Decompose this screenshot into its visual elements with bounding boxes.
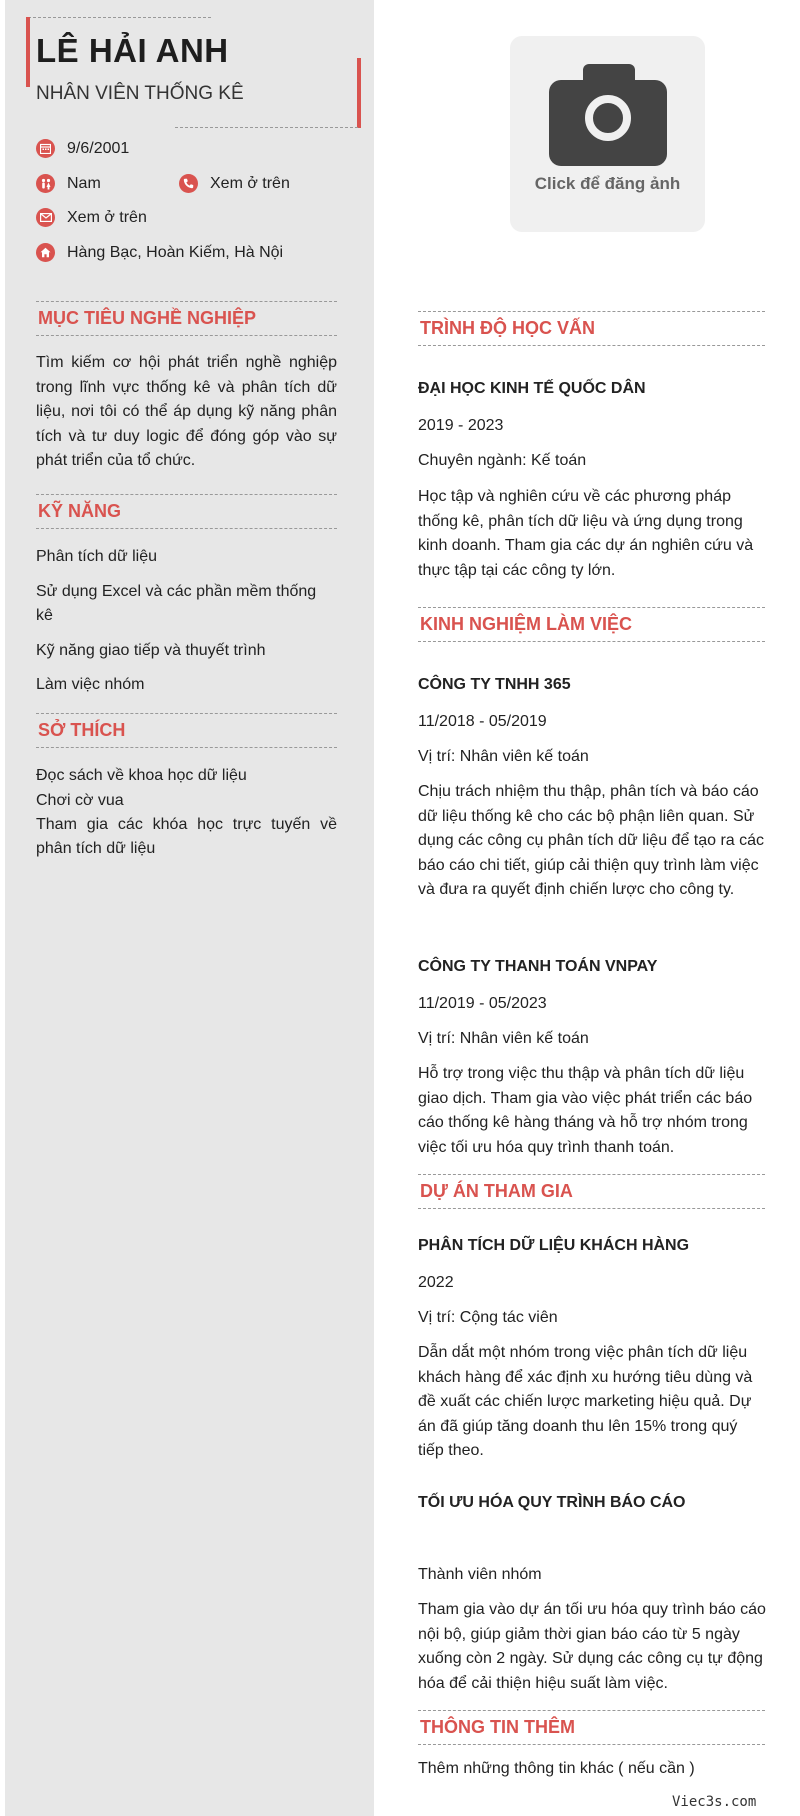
project-position[interactable]: Thành viên nhóm [418,1566,542,1583]
calendar-icon [36,139,55,158]
objective-title: MỤC TIÊU NGHỀ NGHIỆP [36,301,337,336]
job-description[interactable]: Chịu trách nhiệm thu thập, phân tích và báo cáo dữ liệu thống kê cho các bộ phận liên quan. Sử dụng các công cụ phân tích dữ liệu để tạo ra các báo cáo chi tiết, giúp cải thiện quy trình làm việc và đưa ra quyết định chiến lược cho công ty. [418,783,765,898]
photo-upload[interactable] [510,36,705,232]
gender-value[interactable]: Nam [67,174,101,192]
job-position[interactable]: Vị trí: Nhân viên kế toán [418,748,589,765]
hobby-item[interactable]: Chơi cờ vua [36,792,124,809]
projects-title: DỰ ÁN THAM GIA [418,1174,765,1209]
phone-row [179,174,290,193]
hobby-item[interactable]: Đọc sách về khoa học dữ liệu [36,767,247,784]
home-icon [36,243,55,262]
skill-item[interactable]: Kỹ năng giao tiếp và thuyết trình [36,642,266,659]
job-period[interactable]: 11/2019 - 05/2023 [418,995,547,1012]
gender-row [36,174,101,193]
school-name[interactable]: ĐẠI HỌC KINH TẾ QUỐC DÂN [418,380,646,397]
job-title[interactable]: NHÂN VIÊN THỐNG KÊ [36,83,244,104]
extra-info-title: THÔNG TIN THÊM [418,1710,765,1745]
hobbies-title: SỞ THÍCH [36,713,337,748]
project-year[interactable]: 2022 [418,1274,454,1291]
main-column [374,0,800,1816]
skill-item[interactable]: Sử dụng Excel và các phần mềm thống kê [36,583,317,624]
address-row [36,243,283,262]
hobby-item[interactable]: Tham gia các khóa học trực tuyến về phân tích dữ liệu [36,816,337,857]
name-bottom-divider [175,127,358,128]
gender-icon [36,174,55,193]
job-period[interactable]: 11/2018 - 05/2019 [418,713,547,730]
job-company[interactable]: CÔNG TY THANH TOÁN VNPAY [418,958,658,975]
full-name[interactable]: LÊ HẢI ANH [36,32,229,69]
photo-upload-label: Click để đăng ảnh [534,174,681,193]
project-name[interactable]: TỐI ƯU HÓA QUY TRÌNH BÁO CÁO [418,1494,686,1511]
name-top-divider [28,17,211,18]
education-description[interactable]: Học tập và nghiên cứu về các phương pháp thống kê, phân tích dữ liệu và ứng dụng trong kinh doanh. Tham gia các dự án nghiên cứu và thực tập tại các công ty lớn. [418,488,754,579]
name-accent-bar [26,17,30,87]
education-major[interactable]: Chuyên ngành: Kế toán [418,452,587,469]
extra-info-text[interactable]: Thêm những thông tin khác ( nếu cần ) [418,1760,695,1777]
skill-item[interactable]: Làm việc nhóm [36,676,145,693]
email-value[interactable]: Xem ở trên [67,208,147,226]
project-position[interactable]: Vị trí: Cộng tác viên [418,1309,558,1326]
sidebar [5,0,374,1816]
skills-title: KỸ NĂNG [36,494,337,529]
address-value[interactable]: Hàng Bạc, Hoàn Kiếm, Hà Nội [67,243,284,261]
job-description[interactable]: Hỗ trợ trong việc thu thập và phân tích dữ liệu giao dịch. Tham gia vào việc phát triển các báo cáo thống kê hàng tháng và hỗ trợ nhóm trong việc tối ưu hóa quy trình thanh toán. [418,1065,753,1156]
project-description[interactable]: Dẫn dắt một nhóm trong việc phân tích dữ liệu khách hàng để xác định xu hướng tiêu dùng và đề xuất các chiến lược marketing hiệu quả. Dự án đã giúp tăng doanh thu lên 15% trong quý tiếp theo. [418,1344,753,1459]
birthday-row [36,139,129,158]
experience-title: KINH NGHIỆM LÀM VIỆC [418,607,765,642]
watermark: Viec3s.com [672,1794,757,1810]
education-title: TRÌNH ĐỘ HỌC VẤN [418,311,765,346]
birthday-value[interactable]: 9/6/2001 [67,139,130,157]
phone-value[interactable]: Xem ở trên [210,174,290,192]
job-position[interactable]: Vị trí: Nhân viên kế toán [418,1030,589,1047]
project-name[interactable]: PHÂN TÍCH DỮ LIỆU KHÁCH HÀNG [418,1237,690,1254]
title-accent-bar [357,58,361,128]
email-row [36,208,147,227]
project-description[interactable]: Tham gia vào dự án tối ưu hóa quy trình báo cáo nội bộ, giúp giảm thời gian báo cáo từ 5 ngày xuống còn 2 ngày. Sử dụng các công cụ tự động hóa để cải thiện hiệu suất làm việc. [418,1601,766,1692]
phone-icon [179,174,198,193]
job-company[interactable]: CÔNG TY TNHH 365 [418,676,571,693]
education-period[interactable]: 2019 - 2023 [418,417,504,434]
camera-icon [549,64,667,168]
skill-item[interactable]: Phân tích dữ liệu [36,548,158,565]
objective-text[interactable]: Tìm kiếm cơ hội phát triển nghề nghiệp trong lĩnh vực thống kê và phân tích dữ liệu, nơi tôi có thể áp dụng kỹ năng phân tích và tư duy logic để đóng góp vào sự phát triển của tổ chức. [36,354,337,469]
email-icon [36,208,55,227]
